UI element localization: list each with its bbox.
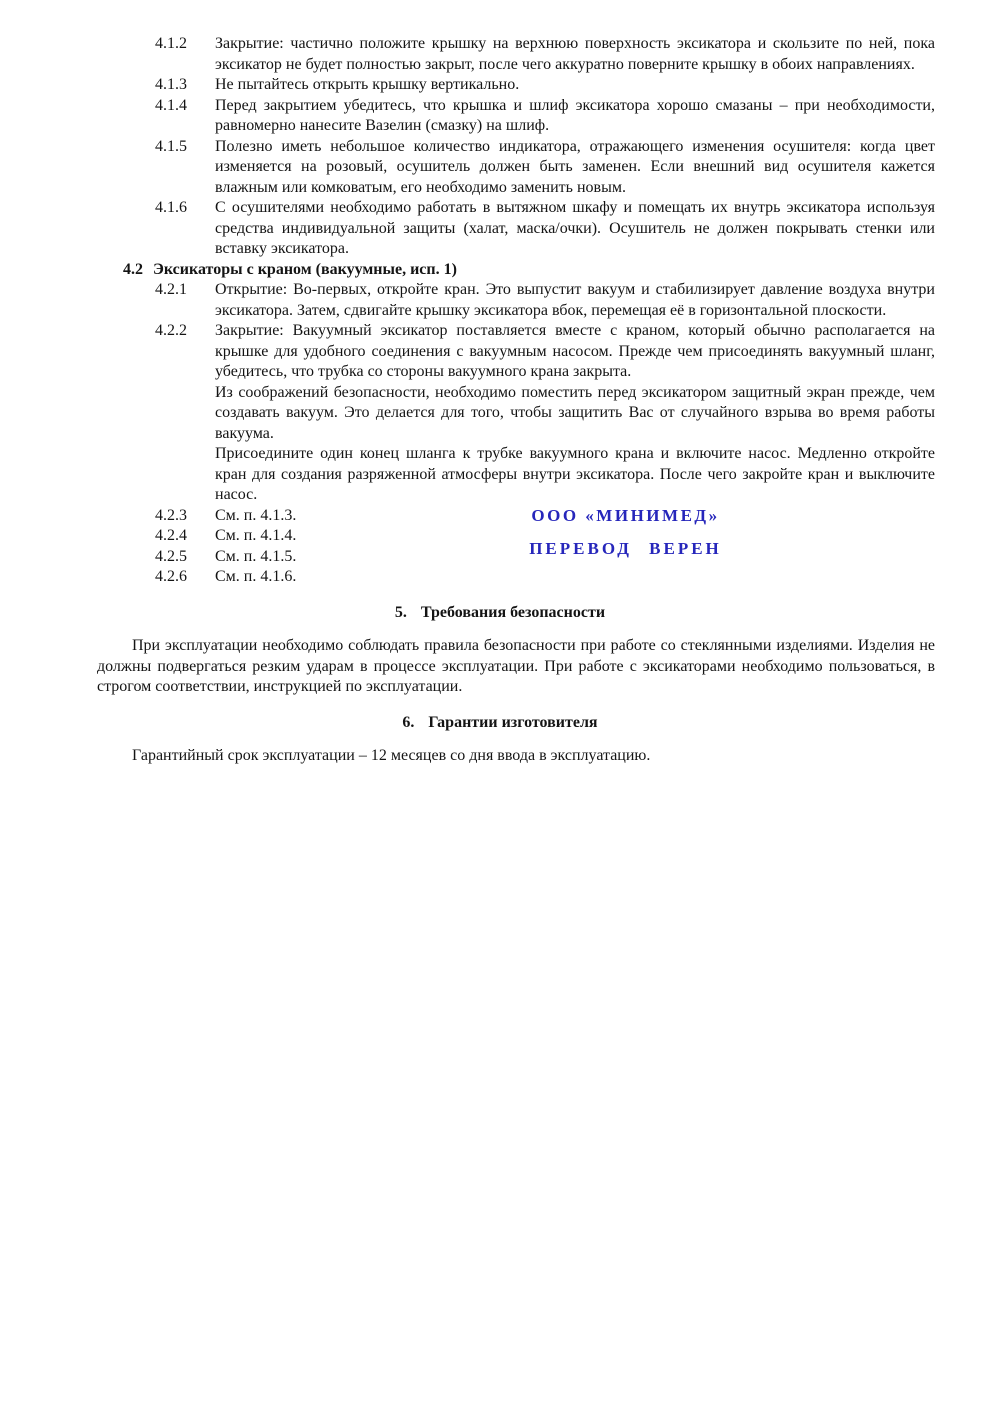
section-number: 5. [394, 603, 407, 621]
numbered-list-4-2-refs-wrap [0, 506, 1000, 588]
item-paragraph: Из соображений безопасности, необходимо поместить перед эксикатором защитный экран прежде, чем создавать вакуум. Это делается для того, чтобы защитить Вас от случайного взрыва во время работы вакуума. [215, 383, 935, 442]
item-paragraph: См. п. 4.1.6. [215, 568, 297, 585]
item-number: 4.2.3 [155, 506, 187, 524]
list-item [155, 75, 1000, 96]
item-paragraph: Не пытайтесь открыть крышку вертикально. [215, 76, 520, 93]
item-text [215, 567, 935, 588]
item-number: 4.2.1 [155, 281, 187, 298]
item-number: 4.2.5 [155, 547, 187, 565]
stamp-translation-correct: ПЕРЕВОД ВЕРЕН [529, 538, 722, 558]
list-item [155, 96, 1000, 137]
numbered-list-4-2-top [0, 280, 1000, 506]
item-number: 4.1.3 [155, 76, 187, 93]
section-title: Требования безопасности [420, 603, 606, 621]
item-paragraph: См. п. 4.1.3. [215, 506, 297, 524]
item-text [215, 75, 935, 96]
item-text [215, 34, 935, 75]
item-number: 4.1.2 [155, 35, 187, 52]
section-title: Гарантии изготовителя [428, 713, 598, 731]
subsection-title: Эксикаторы с краном (вакуумные, исп. 1) [153, 260, 457, 278]
numbered-list-4-1 [0, 34, 1000, 260]
item-paragraph: Присоедините один конец шланга к трубке вакуумного крана и включите насос. Медленно откройте кран для создания разряженной атмосферы внутри эксикатора. После чего закройте кран и выключите насос. [215, 445, 935, 503]
item-text [215, 137, 935, 199]
section-6-paragraph: Гарантийный срок эксплуатации – 12 месяцев со дня ввода в эксплуатацию. [132, 747, 651, 764]
section-number: 6. [402, 713, 415, 731]
item-paragraph: См. п. 4.1.4. [215, 527, 297, 544]
item-text [215, 96, 935, 137]
item-number: 4.2.6 [155, 568, 187, 585]
item-paragraph: Полезно иметь небольшое количество индикатора, отражающего изменения осушителя: когда цвет изменяется на розовый, осушитель должен быть заменен. Если внешний вид осушителя кажется влажным или комковатым, его необходимо заменить новым. [215, 137, 935, 196]
item-number: 4.1.4 [155, 96, 187, 114]
item-text [215, 280, 935, 321]
list-item [155, 137, 1000, 199]
item-paragraph: Перед закрытием убедитесь, что крышка и шлиф эксикатора хорошо смазаны – при необходимости, равномерно нанесите Вазелин (смазку) на шлиф. [215, 96, 935, 134]
item-number: 4.2.4 [155, 527, 187, 544]
item-paragraph: Открытие: Во-первых, откройте кран. Это выпустит вакуум и стабилизирует давление воздуха внутри эксикатора. Затем, сдвигайте крышку эксикатора вбок, перемещая её в горизонтальной плоскости. [215, 281, 935, 319]
item-paragraph: С осушителями необходимо работать в вытяжном шкафу и помещать их внутрь эксикатора используя средства индивидуальной защиты (халат, маска/очки). Осушитель не должен покрывать стенки или вставку эксикатора. [215, 199, 935, 257]
item-paragraph: Закрытие: Вакуумный эксикатор поставляется вместе с краном, который обычно располагается на крышке для удобного соединения с вакуумным насосом. Прежде чем присоединять вакуумный шланг, убедитесь, что трубка со стороны вакуумного крана закрыта. [215, 322, 935, 380]
list-item [155, 567, 1000, 588]
subsection-number: 4.2 [123, 260, 143, 278]
list-item [155, 34, 1000, 75]
item-paragraph: Закрытие: частично положите крышку на верхнюю поверхность эксикатора и скользите по ней, пока эксикатор не будет полностью закрыт, после чего аккуратно поверните крышку в обоих направлениях. [215, 35, 935, 73]
list-item [155, 198, 1000, 260]
subsection-heading-4-2 [123, 260, 1000, 281]
section-heading-6 [0, 713, 1000, 734]
list-item [155, 321, 1000, 506]
item-text [215, 321, 935, 506]
item-text [215, 198, 935, 260]
translation-stamp [528, 506, 723, 559]
item-paragraph: См. п. 4.1.5. [215, 547, 297, 565]
numbered-list-4-2-refs [0, 506, 1000, 588]
list-item [155, 280, 1000, 321]
stamp-company-name: ООО «МИНИМЕД» [531, 505, 720, 525]
item-number: 4.2.2 [155, 322, 187, 339]
section-heading-5 [0, 603, 1000, 624]
item-number: 4.1.6 [155, 199, 187, 216]
section-5-paragraph: При эксплуатации необходимо соблюдать правила безопасности при работе со стеклянными изделиями. Изделия не должны подвергаться резким ударам в процессе эксплуатации. При работе с эксикаторами необходимо пользоваться, в строгом соответствии, инструкцией по эксплуатации. [97, 637, 935, 695]
item-number: 4.1.5 [155, 137, 187, 155]
